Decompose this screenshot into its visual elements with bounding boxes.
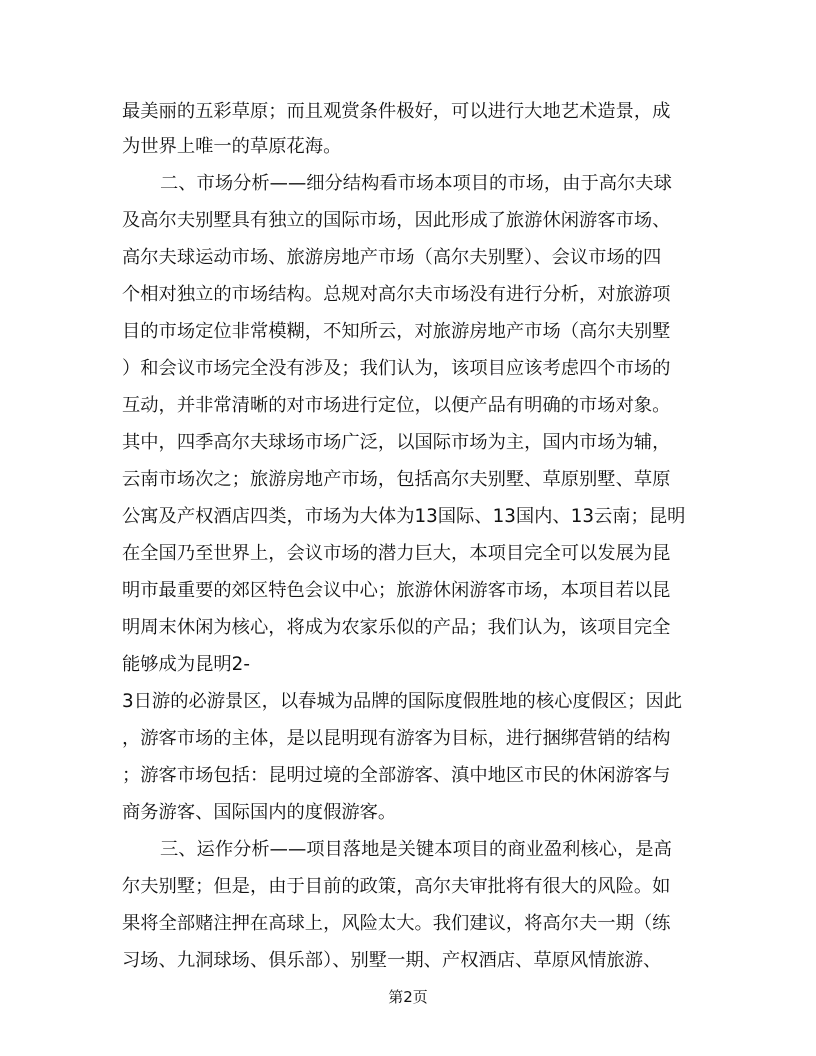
text-line-19: ；游客市场包括：昆明过境的全部游客、滇中地区市民的休闲游客与 <box>122 765 671 786</box>
text-line-20: 商务游客、国际国内的度假游客。 <box>122 802 397 823</box>
text-line-4: 及高尔夫别墅具有独立的国际市场，因此形成了旅游休闲游客市场、 <box>122 210 671 231</box>
text-line-1: 最美丽的五彩草原；而且观赏条件极好，可以进行大地艺术造景，成 <box>122 101 671 122</box>
text-line-9: 互动，并非常清晰的对市场进行定位，以便产品有明确的市场对象。 <box>122 395 671 416</box>
text-line-24: 习场、九洞球场、俱乐部）、别墅一期、产权酒店、草原风情旅游、 <box>122 950 662 971</box>
text-line-13: 在全国乃至世界上，会议市场的潜力巨大，本项目完全可以发展为昆 <box>122 543 671 564</box>
text-line-10: 其中，四季高尔夫球场市场广泛，以国际市场为主，国内市场为辅， <box>122 432 671 453</box>
text-line-22: 尔夫别墅；但是，由于目前的政策，高尔夫审批将有很大的风险。如 <box>122 876 671 897</box>
text-line-11: 云南市场次之；旅游房地产市场，包括高尔夫别墅、草原别墅、草原 <box>122 469 671 490</box>
text-line-8: ）和会议市场完全没有涉及；我们认为，该项目应该考虑四个市场的 <box>122 358 671 379</box>
text-line-15: 明周末休闲为核心，将成为农家乐似的产品；我们认为，该项目完全 <box>122 617 671 638</box>
text-line-16: 能够成为昆明2- <box>122 654 250 675</box>
text-line-6: 个相对独立的市场结构。总规对高尔夫市场没有进行分析，对旅游项 <box>122 284 671 305</box>
text-line-14: 明市最重要的郊区特色会议中心；旅游休闲游客市场，本项目若以昆 <box>122 580 671 601</box>
text-line-12: 公寓及产权酒店四类，市场为大体为13国际、13国内、13云南；昆明 <box>122 506 686 527</box>
text-line-5: 高尔夫球运动市场、旅游房地产市场（高尔夫别墅）、会议市场的四 <box>122 247 662 268</box>
text-line-21: 三、运作分析——项目落地是关键本项目的商业盈利核心，是高 <box>160 839 672 860</box>
text-line-3: 二、市场分析——细分结构看市场本项目的市场，由于高尔夫球 <box>160 173 672 194</box>
text-line-17: 3日游的必游景区，以春城为品牌的国际度假胜地的核心度假区；因此 <box>122 691 683 712</box>
text-line-18: ，游客市场的主体，是以昆明现有游客为目标，进行捆绑营销的结构 <box>122 728 671 749</box>
text-line-7: 目的市场定位非常模糊，不知所云，对旅游房地产市场（高尔夫别墅 <box>122 321 671 342</box>
page-number: 第2页 <box>388 988 428 1006</box>
text-line-2: 为世界上唯一的草原花海。 <box>122 136 342 157</box>
text-line-23: 果将全部赌注押在高球上，风险太大。我们建议，将高尔夫一期（练 <box>122 913 671 934</box>
